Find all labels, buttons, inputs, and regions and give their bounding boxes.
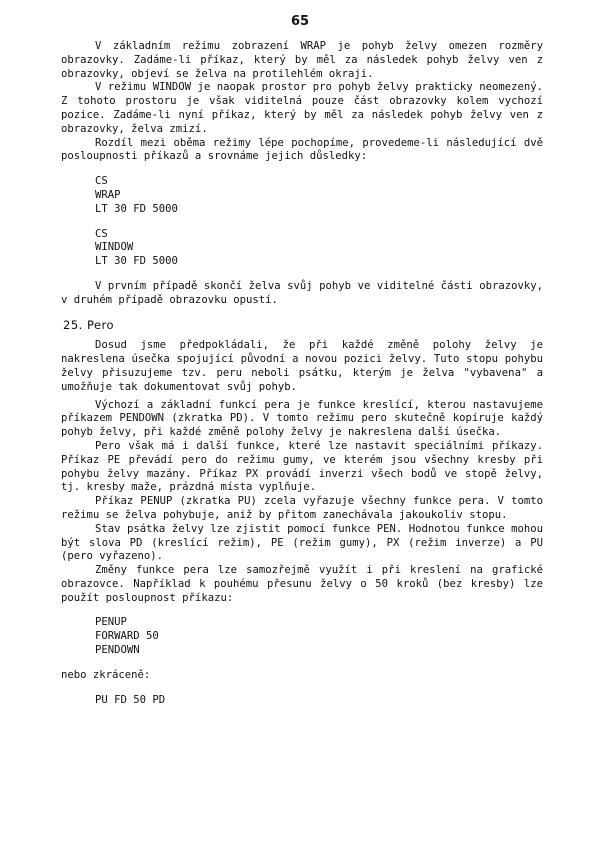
- paragraph-wrap-mode: V základním režimu zobrazení WRAP je pohyb želvy omezen rozměry obrazovky. Zadáme-li příkaz, který by měl za následek pohyb želvy ven z obrazovky, objeví se želva na protilehlém okraji.: [61, 40, 543, 80]
- spacer: [61, 217, 543, 228]
- paragraph-abbrev: nebo zkráceně:: [61, 668, 151, 681]
- paragraph-difference: Rozdíl mezi oběma režimy lépe pochopíme, provedeme-li následující dvě posloupnosti příkazů a srovnáme jejich důsledky:: [61, 136, 543, 163]
- paragraph-pen-intro: Dosud jsme předpokládali, že při každé změně polohy želvy je nakreslena úsečka spojující původní a novou pozici želvy. Tuto stopu pohybu želvy přisuzujeme tzv. peru neboli psátku, kterým je želva "vybavena" a umožňuje tak dokumentovat svůj pohyb.: [61, 339, 543, 393]
- paragraph-pen-state: Stav psátka želvy lze zjistit pomocí funkce PEN. Hodnotou funkce mohou být slova PD (kreslící režim), PE (režim gumy), PX (režim inverze) a PU (pero vyřazeno).: [61, 522, 543, 563]
- paragraph-pen-usage: Změny funkce pera lze samozřejmě využít i při kreslení na grafické obrazovce. Například k pouhému přesunu želvy o 50 kroků (bez kresby) lze použít posloupnost příkazu:: [61, 564, 543, 604]
- code-line: CS: [95, 227, 108, 240]
- spacer: [61, 308, 543, 319]
- paragraph-pendown: Výchozí a základní funkcí pera je funkce kreslící, kterou nastavujeme příkazem PENDOWN (zkratka PD). V tomto režimu pero skutečně kopíruje každý pohyb želvy, při každé změně polohy želvy je nakreslena další úsečka.: [61, 398, 543, 439]
- code-line: WINDOW: [95, 241, 134, 254]
- paragraph-pen-functions: Pero však má i další funkce, které lze nastavit speciálními příkazy. Příkaz PE převádí pero do režimu gumy, ve kterém jsou všechny kresby při pohybu želvy mazány. Příkaz PX provádí inverzi všech bodů ve stopě želvy, tj. kresby maže, prázdná místa vyplňuje.: [61, 439, 543, 494]
- code-line: CS: [95, 175, 108, 188]
- code-line: PU FD 50 PD: [95, 693, 166, 706]
- spacer: [61, 683, 543, 694]
- code-block-wrap: [61, 175, 543, 216]
- spacer: [61, 269, 543, 280]
- code-line: WRAP: [95, 188, 121, 201]
- code-line: FORWARD 50: [95, 630, 159, 643]
- paragraph-window-mode: V režimu WINDOW je naopak prostor pro pohyb želvy prakticky neomezený. Z tohoto prostoru je však viditelná pouze část obrazovky kolem vychozí pozice. Zadáme-li nyní příkaz, který by měl za následek pohyb želvy ven z obrazovky, želva zmizí.: [61, 81, 543, 135]
- page-content: [61, 40, 543, 707]
- code-block-window: [61, 228, 543, 269]
- spacer: [61, 658, 543, 669]
- spacer: [61, 605, 543, 616]
- paragraph-result: V prvním případě skončí želva svůj pohyb ve viditelné části obrazovky, v druhém případě obrazovku opustí.: [61, 279, 543, 306]
- code-line: LT 30 FD 5000: [95, 202, 178, 215]
- paragraph-penup: Příkaz PENUP (zkratka PU) zcela vyřazuje všechny funkce pera. V tomto režimu se želva pohybuje, aniž by přitom zanechávala jakoukoliv stopu.: [61, 495, 543, 521]
- code-line: PENUP: [95, 616, 127, 629]
- code-block-penup: [61, 616, 543, 657]
- page-number: 65: [290, 14, 310, 29]
- spacer: [61, 164, 543, 175]
- section-heading: 25. Pero: [63, 317, 115, 332]
- spacer: [61, 332, 543, 339]
- code-line: PENDOWN: [95, 644, 140, 657]
- code-line: LT 30 FD 5000: [95, 255, 178, 268]
- code-block-short: [61, 694, 543, 708]
